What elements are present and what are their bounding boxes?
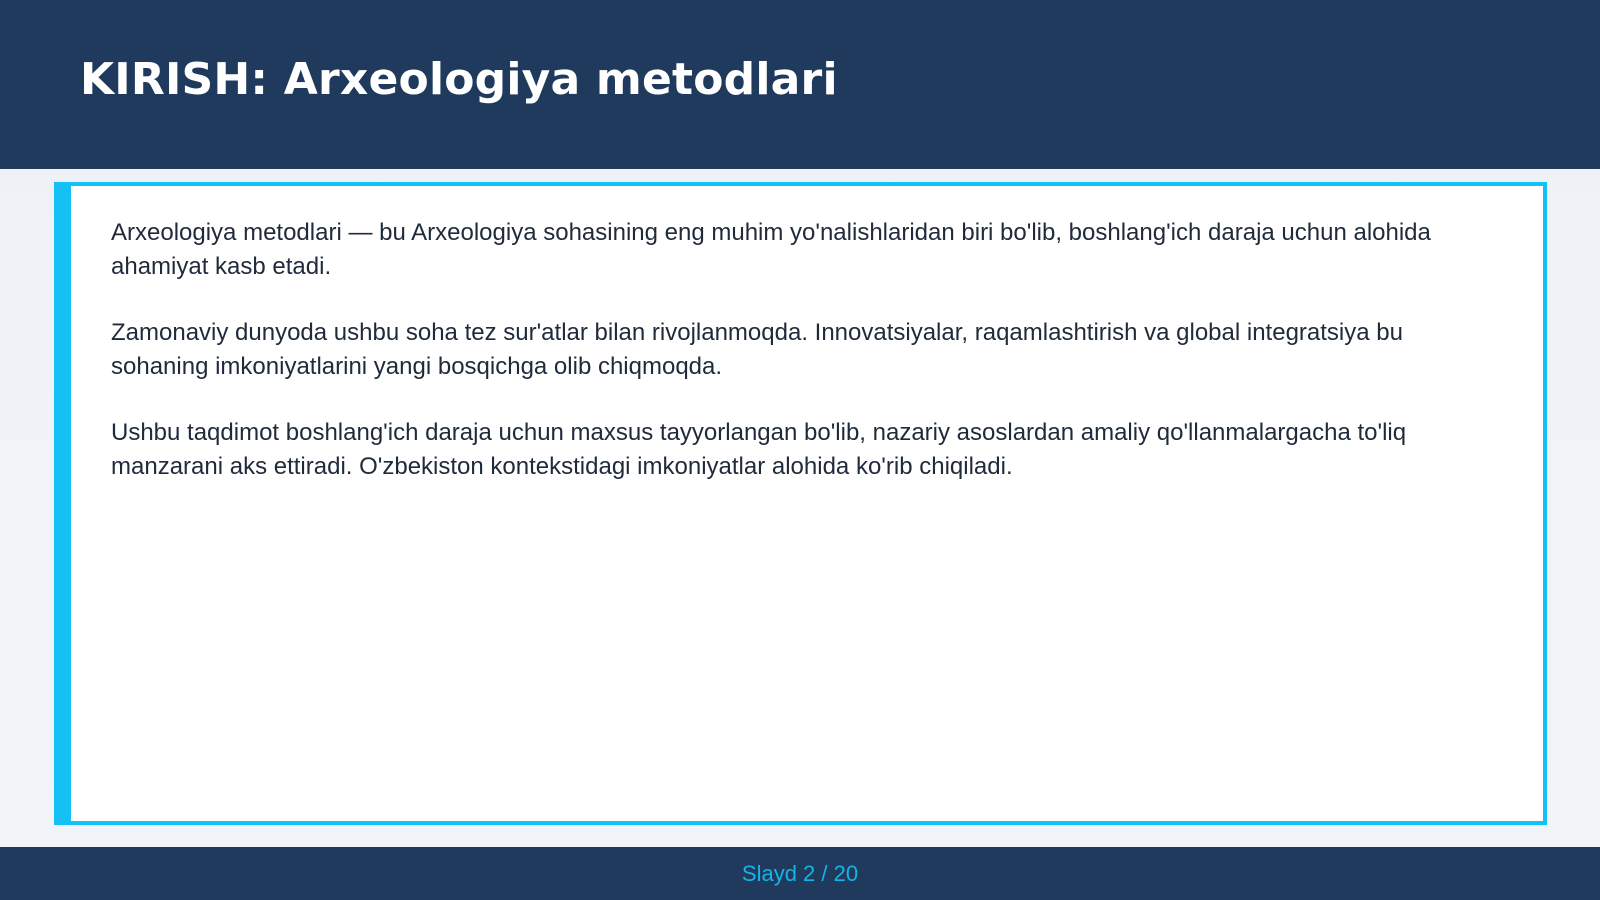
intro-paragraph: Arxeologiya metodlari — bu Arxeologiya sohasining eng muhim yo'nalishlaridan biri bo'lib, boshlang'ich daraja uchun alohida ahamiyat kasb etadi.: [111, 219, 1431, 280]
presentation-paragraph: Ushbu taqdimot boshlang'ich daraja uchun maxsus tayyorlangan bo'lib, nazariy asoslardan amaliy qo'llanmalargacha to'liq manzarani aks ettiradi. O'zbekiston kontekstidagi imkoniyatlar alohida ko'rib chiqiladi.: [111, 419, 1407, 480]
content-body: [111, 216, 1501, 516]
content-box: [54, 182, 1547, 825]
slide-header: [0, 0, 1600, 169]
slide-title: KIRISH: Arxeologiya metodlari: [80, 54, 838, 105]
slide-footer: [0, 847, 1600, 900]
slide-counter: Slayd 2 / 20: [741, 860, 859, 886]
development-paragraph: Zamonaviy dunyoda ushbu soha tez sur'atlar bilan rivojlanmoqda. Innovatsiyalar, raqamlashtirish va global integratsiya bu sohaning imkoniyatlarini yangi bosqichga olib chiqmoqda.: [111, 319, 1403, 380]
